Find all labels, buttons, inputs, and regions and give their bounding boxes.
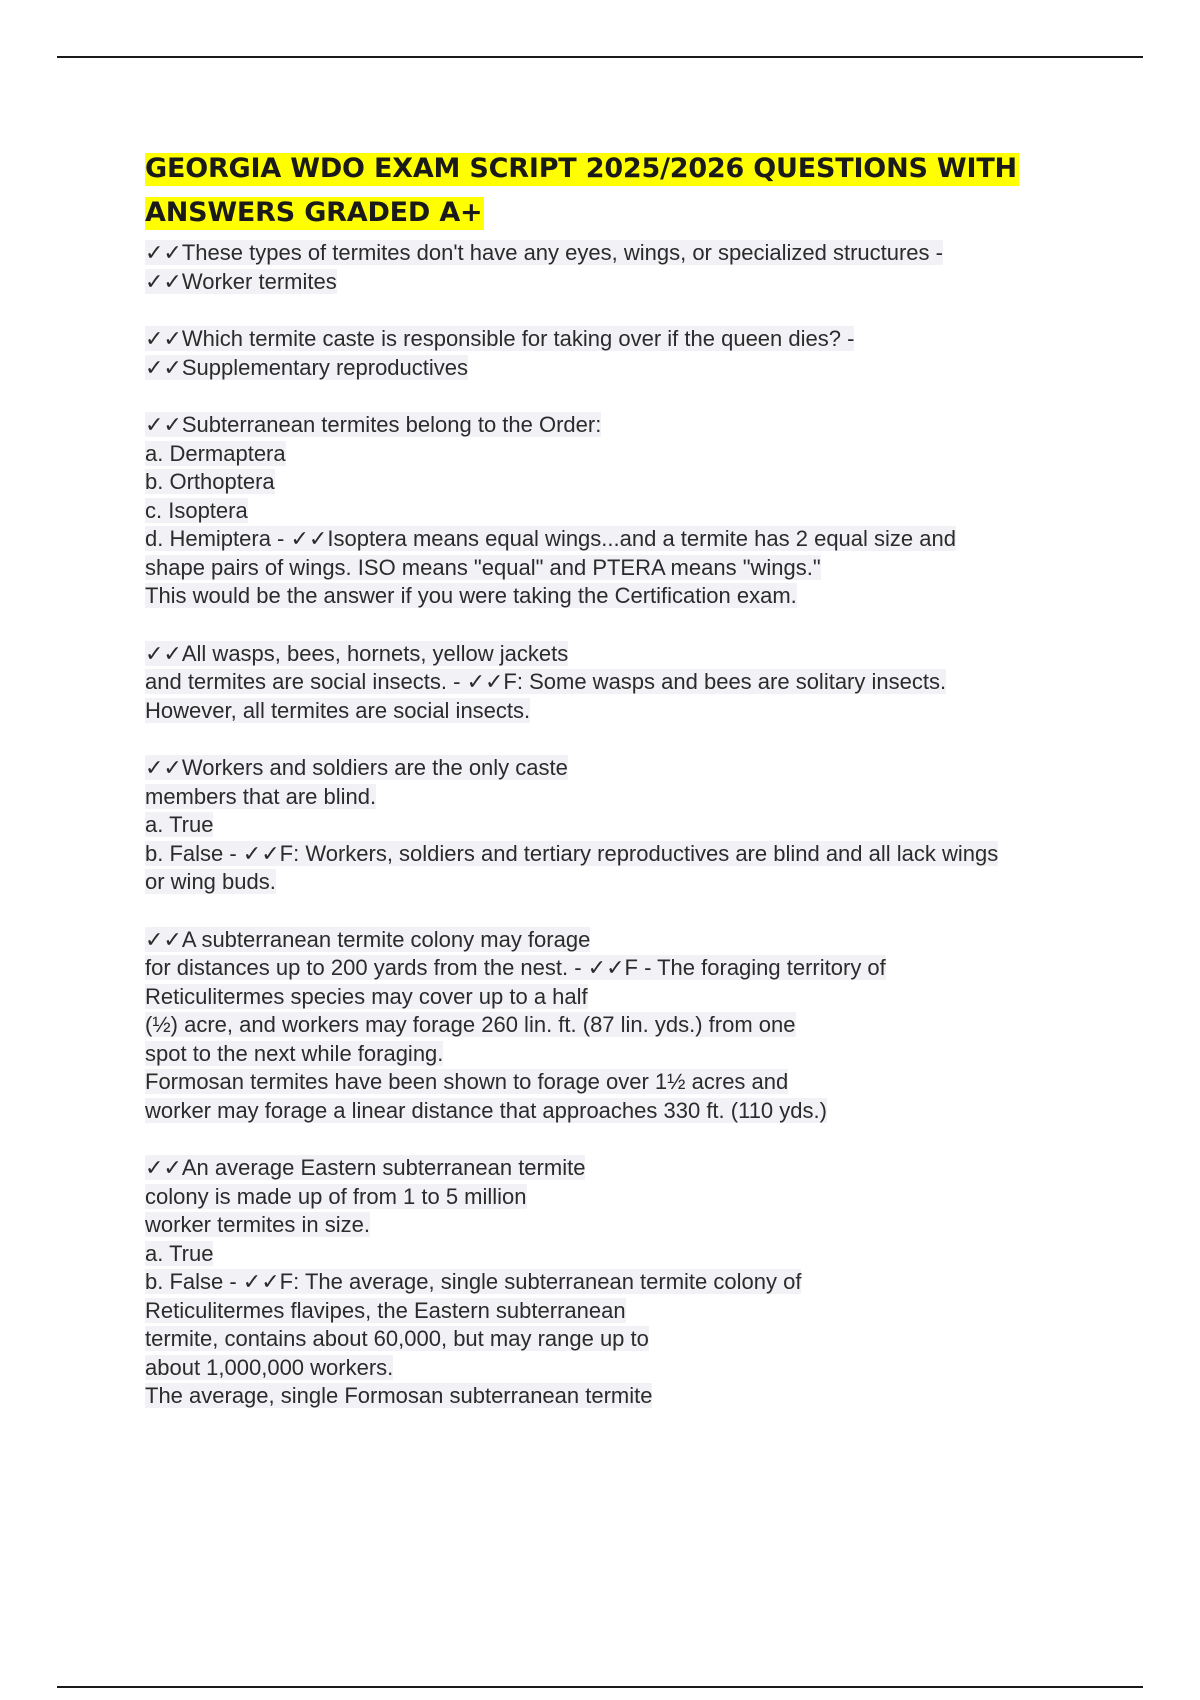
- question-block: [145, 926, 1105, 1126]
- text-line-content: c. Isoptera: [145, 497, 248, 523]
- text-line-content: a. True: [145, 812, 214, 837]
- question-list: [145, 239, 1105, 1411]
- text-line-content: or wing buds.: [145, 869, 276, 894]
- text-line: [145, 697, 1105, 726]
- document-title: [145, 147, 1105, 235]
- text-line-content: The average, single Formosan subterranean termite: [145, 1383, 653, 1408]
- text-line-content: ✓✓Supplementary reproductives: [145, 354, 469, 380]
- text-line: [145, 811, 1105, 840]
- text-line-content: Reticulitermes species may cover up to a half: [145, 983, 588, 1009]
- text-line: [145, 1183, 1105, 1212]
- text-line-content: spot to the next while foraging.: [145, 1040, 444, 1066]
- text-line-content: worker termites in size.: [145, 1212, 370, 1237]
- text-line-content: members that are blind.: [145, 783, 377, 809]
- text-line: [145, 640, 1105, 669]
- text-line: [145, 1097, 1105, 1126]
- text-line-content: worker may forage a linear distance that approaches 330 ft. (110 yds.): [145, 1097, 827, 1123]
- text-line-content: for distances up to 200 yards from the nest. - ✓✓F - The foraging territory of: [145, 955, 886, 980]
- text-line-content: shape pairs of wings. ISO means "equal" and PTERA means "wings.": [145, 554, 821, 580]
- text-line: [145, 354, 1105, 383]
- text-line-content: However, all termites are social insects.: [145, 697, 531, 723]
- text-line-content: b. False - ✓✓F: The average, single subterranean termite colony of: [145, 1269, 802, 1294]
- text-line-content: (½) acre, and workers may forage 260 lin. ft. (87 lin. yds.) from one: [145, 1012, 796, 1037]
- text-line-content: and termites are social insects. - ✓✓F: Some wasps and bees are solitary insects.: [145, 669, 947, 694]
- text-line: [145, 926, 1105, 955]
- text-line: [145, 1211, 1105, 1240]
- text-line-content: d. Hemiptera - ✓✓Isoptera means equal wings...and a termite has 2 equal size and: [145, 526, 956, 551]
- text-line: [145, 582, 1105, 611]
- text-line: [145, 1040, 1105, 1069]
- text-line: [145, 239, 1105, 268]
- text-line-content: ✓✓A subterranean termite colony may forage: [145, 926, 591, 952]
- question-block: [145, 239, 1105, 296]
- header-rule: [57, 56, 1143, 58]
- text-line-content: ✓✓Subterranean termites belong to the Order:: [145, 412, 602, 437]
- text-line: [145, 325, 1105, 354]
- text-line-content: ✓✓These types of termites don't have any eyes, wings, or specialized structures -: [145, 240, 943, 265]
- text-line-content: b. False - ✓✓F: Workers, soldiers and tertiary reproductives are blind and all lack wings: [145, 840, 999, 866]
- text-line-content: ✓✓An average Eastern subterranean termite: [145, 1155, 586, 1180]
- question-block: [145, 640, 1105, 726]
- text-line-content: colony is made up of from 1 to 5 million: [145, 1183, 527, 1209]
- text-line: [145, 411, 1105, 440]
- footer-rule: [57, 1686, 1143, 1688]
- text-line: [145, 1382, 1105, 1411]
- text-line: [145, 1068, 1105, 1097]
- text-line-content: Formosan termites have been shown to forage over 1½ acres and: [145, 1069, 789, 1094]
- text-line: [145, 1268, 1105, 1297]
- text-line: [145, 268, 1105, 297]
- text-line: [145, 554, 1105, 583]
- title-line-1: GEORGIA WDO EXAM SCRIPT 2025/2026 QUESTIONS WITH: [145, 153, 1017, 184]
- text-line: [145, 1240, 1105, 1269]
- text-line: [145, 983, 1105, 1012]
- text-line: [145, 1297, 1105, 1326]
- text-line: [145, 954, 1105, 983]
- text-line: [145, 868, 1105, 897]
- text-line-content: termite, contains about 60,000, but may range up to: [145, 1326, 649, 1351]
- text-line-content: b. Orthoptera: [145, 469, 275, 494]
- text-line: [145, 497, 1105, 526]
- text-line: [145, 525, 1105, 554]
- text-line: [145, 1325, 1105, 1354]
- question-block: [145, 754, 1105, 897]
- text-line-content: a. True: [145, 1240, 214, 1266]
- question-block: [145, 411, 1105, 611]
- text-line-content: ✓✓Worker termites: [145, 268, 337, 294]
- text-line: [145, 1354, 1105, 1383]
- title-line-2: ANSWERS GRADED A+: [145, 197, 483, 228]
- text-line: [145, 783, 1105, 812]
- text-line-content: ✓✓Workers and soldiers are the only caste: [145, 755, 568, 780]
- text-line: [145, 668, 1105, 697]
- text-line-content: about 1,000,000 workers.: [145, 1354, 394, 1380]
- text-line-content: Reticulitermes flavipes, the Eastern subterranean: [145, 1297, 626, 1323]
- text-line: [145, 440, 1105, 469]
- text-line: [145, 1154, 1105, 1183]
- document-body: [145, 147, 1105, 1440]
- text-line: [145, 754, 1105, 783]
- question-block: [145, 325, 1105, 382]
- text-line-content: This would be the answer if you were taking the Certification exam.: [145, 583, 797, 608]
- question-block: [145, 1154, 1105, 1411]
- text-line: [145, 840, 1105, 869]
- text-line-content: a. Dermaptera: [145, 440, 286, 466]
- text-line: [145, 1011, 1105, 1040]
- text-line-content: ✓✓Which termite caste is responsible for taking over if the queen dies? -: [145, 326, 855, 351]
- text-line: [145, 468, 1105, 497]
- text-line-content: ✓✓All wasps, bees, hornets, yellow jackets: [145, 640, 569, 666]
